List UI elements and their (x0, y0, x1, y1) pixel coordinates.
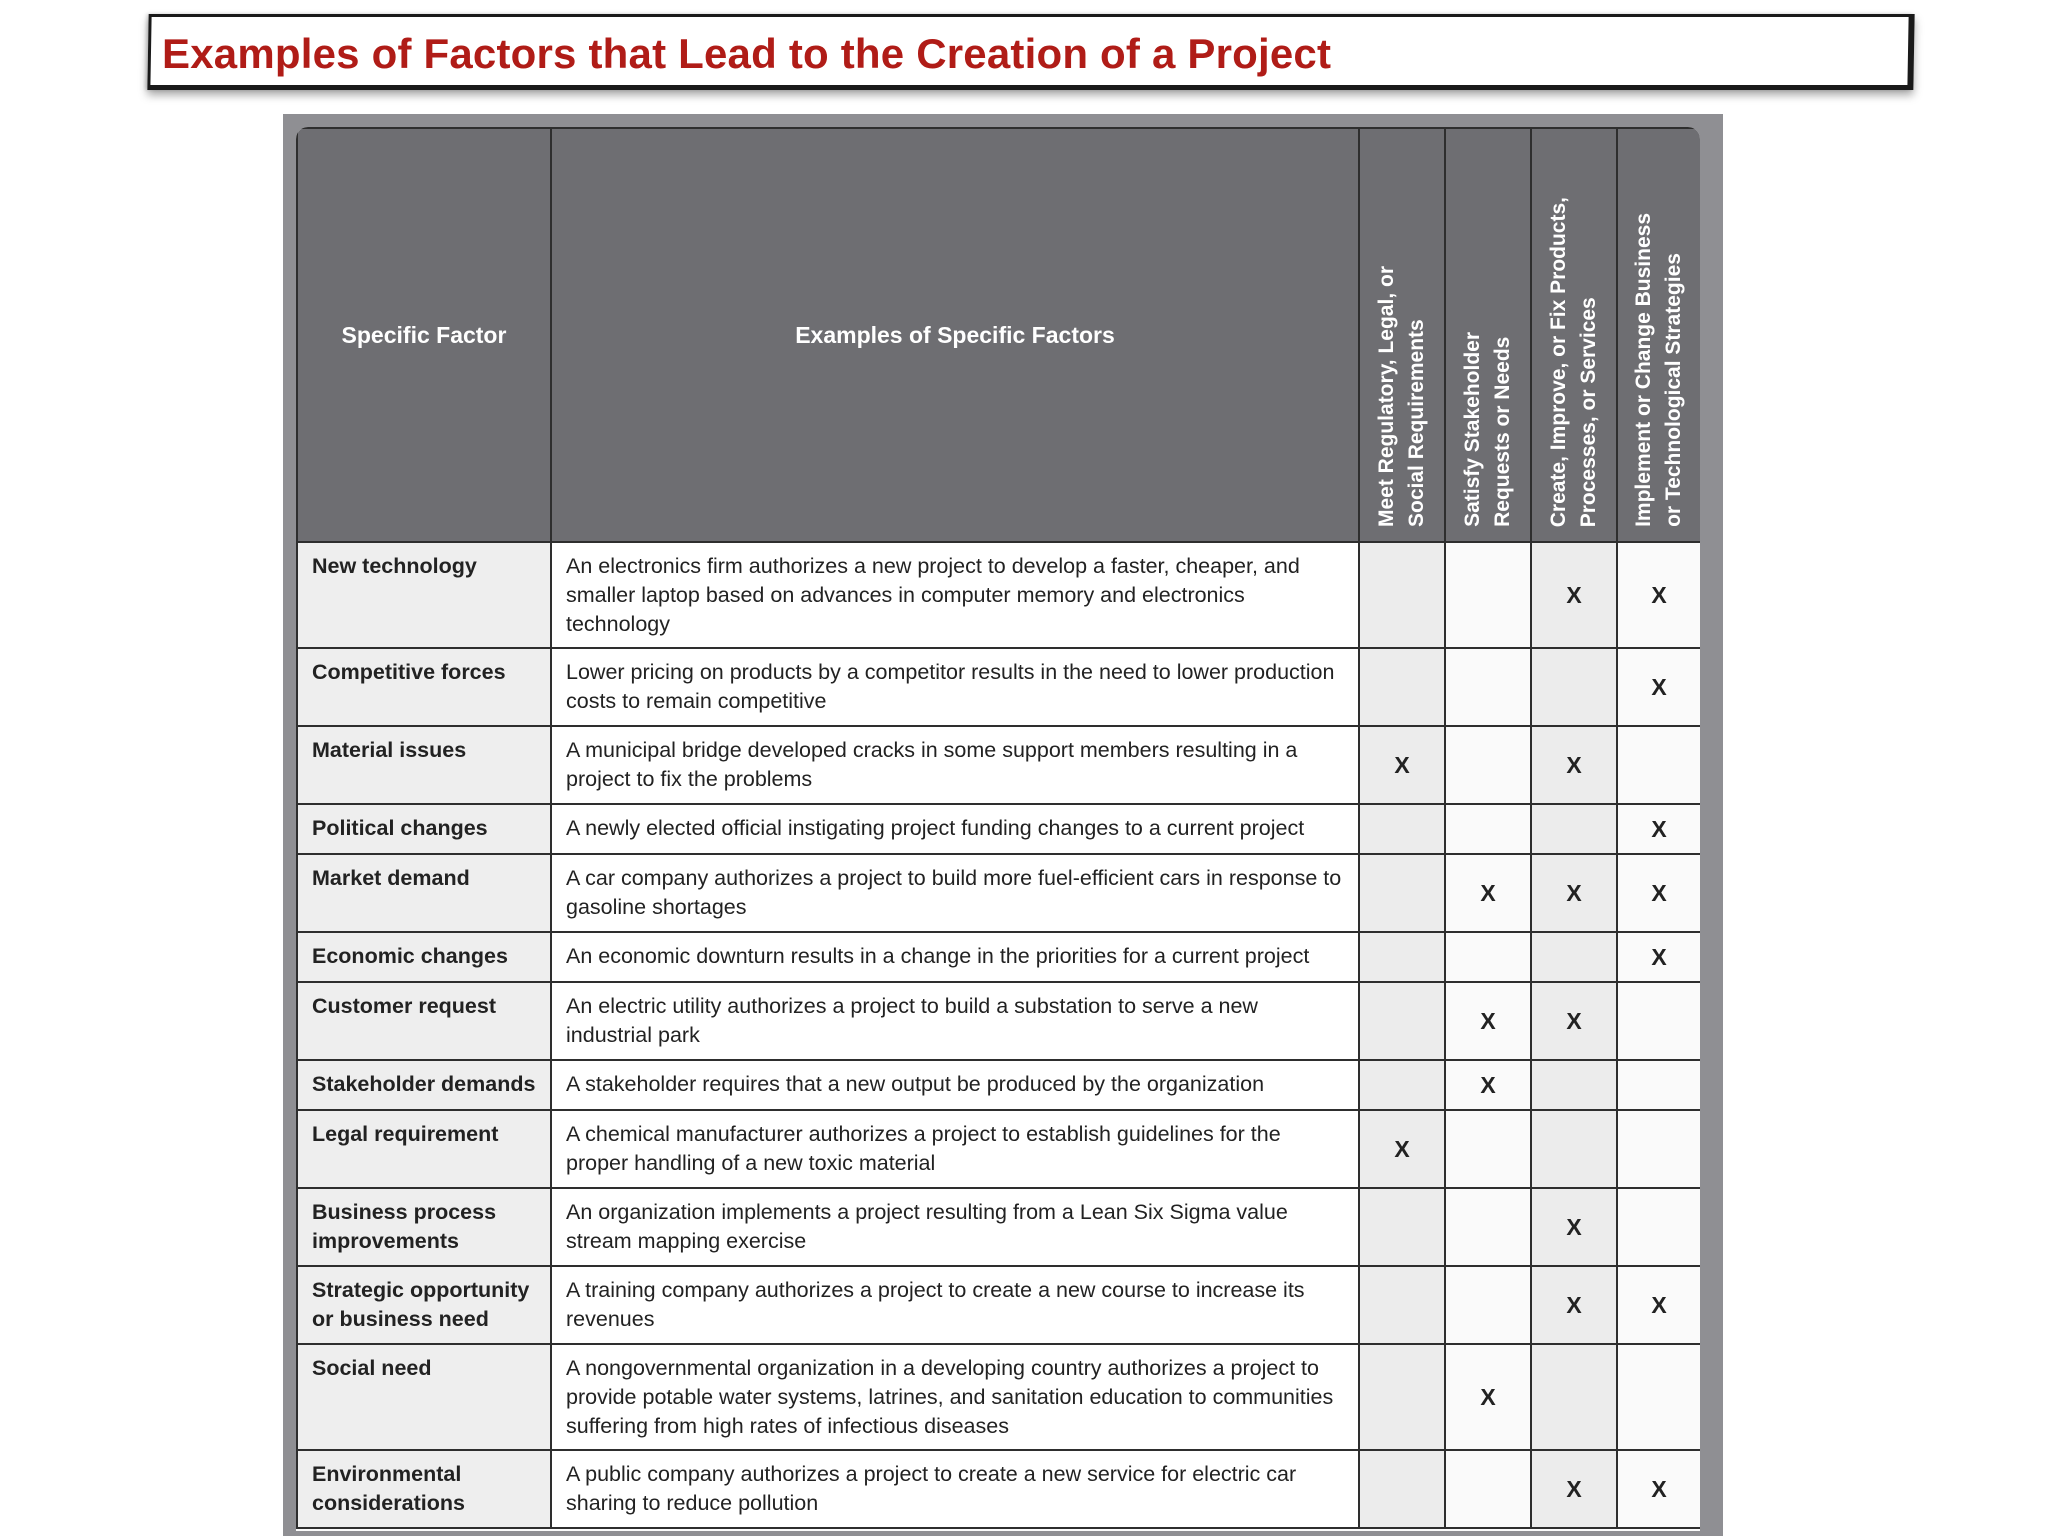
mark-cell-c4 (1617, 982, 1700, 1060)
mark-cell-c2 (1445, 726, 1531, 804)
mark-cell-c2 (1445, 932, 1531, 982)
factor-cell: Strategic opportunity or business need (297, 1266, 551, 1344)
header-examples: Examples of Specific Factors (551, 128, 1359, 542)
mark-cell-c1 (1359, 542, 1445, 648)
factor-cell: Social need (297, 1344, 551, 1450)
mark-cell-c4: X (1617, 932, 1700, 982)
mark-cell-c2 (1445, 1266, 1531, 1344)
mark-cell-c2 (1445, 542, 1531, 648)
header-regulatory-label: Meet Regulatory, Legal, or Social Requirements (1375, 266, 1428, 527)
factor-cell: Legal requirement (297, 1110, 551, 1188)
mark-cell-c1 (1359, 1450, 1445, 1528)
mark-cell-c4 (1617, 1060, 1700, 1110)
mark-cell-c2: X (1445, 982, 1531, 1060)
table-row (297, 1060, 1700, 1110)
mark-cell-c1 (1359, 1188, 1445, 1266)
example-cell: A car company authorizes a project to build more fuel-efficient cars in response to gasoline shortages (551, 854, 1359, 932)
factor-cell: Political changes (297, 804, 551, 854)
mark-cell-c3: X (1531, 1450, 1617, 1528)
factor-cell: Environmental considerations (297, 1450, 551, 1528)
factor-cell: Material issues (297, 726, 551, 804)
factor-cell: Customer request (297, 982, 551, 1060)
factors-table (296, 127, 1700, 1529)
mark-cell-c2 (1445, 804, 1531, 854)
mark-cell-c4: X (1617, 1450, 1700, 1528)
table-header-row (297, 128, 1700, 542)
mark-cell-c3 (1531, 932, 1617, 982)
slide-title: Examples of Factors that Lead to the Creation of a Project (162, 30, 1332, 77)
header-specific-factor: Specific Factor (297, 128, 551, 542)
mark-cell-c3: X (1531, 542, 1617, 648)
factor-cell: Market demand (297, 854, 551, 932)
example-cell: A municipal bridge developed cracks in some support members resulting in a project to fix the problems (551, 726, 1359, 804)
mark-cell-c3: X (1531, 1188, 1617, 1266)
mark-cell-c1 (1359, 1266, 1445, 1344)
header-products (1531, 128, 1617, 542)
table-row (297, 932, 1700, 982)
mark-cell-c2 (1445, 648, 1531, 726)
mark-cell-c2 (1445, 1188, 1531, 1266)
mark-cell-c1: X (1359, 1110, 1445, 1188)
table-row (297, 982, 1700, 1060)
mark-cell-c1 (1359, 648, 1445, 726)
mark-cell-c1 (1359, 932, 1445, 982)
mark-cell-c1 (1359, 804, 1445, 854)
mark-cell-c4: X (1617, 542, 1700, 648)
mark-cell-c4 (1617, 1110, 1700, 1188)
header-products-label: Create, Improve, or Fix Products, Processes, or Services (1547, 196, 1600, 527)
example-cell: A public company authorizes a project to create a new service for electric car sharing to reduce pollution (551, 1450, 1359, 1528)
mark-cell-c3 (1531, 648, 1617, 726)
example-cell: An electronics firm authorizes a new project to develop a faster, cheaper, and smaller laptop based on advances in computer memory and electronics technology (551, 542, 1359, 648)
header-regulatory (1359, 128, 1445, 542)
mark-cell-c1 (1359, 982, 1445, 1060)
table-row (297, 1450, 1700, 1528)
factors-table-container (296, 127, 1700, 1531)
factor-cell: Competitive forces (297, 648, 551, 726)
mark-cell-c1 (1359, 854, 1445, 932)
table-row (297, 1188, 1700, 1266)
mark-cell-c4: X (1617, 648, 1700, 726)
mark-cell-c3 (1531, 1344, 1617, 1450)
factor-cell: Business process improvements (297, 1188, 551, 1266)
mark-cell-c4: X (1617, 804, 1700, 854)
mark-cell-c3 (1531, 1060, 1617, 1110)
mark-cell-c3: X (1531, 726, 1617, 804)
example-cell: A chemical manufacturer authorizes a project to establish guidelines for the proper handling of a new toxic material (551, 1110, 1359, 1188)
mark-cell-c4: X (1617, 854, 1700, 932)
example-cell: A nongovernmental organization in a developing country authorizes a project to provide potable water systems, latrines, and sanitation education to communities suffering from high rates of infectious diseases (551, 1344, 1359, 1450)
factor-cell: Economic changes (297, 932, 551, 982)
header-strategies-label: Implement or Change Business or Technological Strategies (1632, 213, 1685, 527)
mark-cell-c2: X (1445, 1060, 1531, 1110)
header-strategies (1617, 128, 1700, 542)
mark-cell-c2: X (1445, 1344, 1531, 1450)
example-cell: A stakeholder requires that a new output be produced by the organization (551, 1060, 1359, 1110)
mark-cell-c2 (1445, 1450, 1531, 1528)
header-stakeholder-label: Satisfy Stakeholder Requests or Needs (1461, 332, 1514, 527)
example-cell: An economic downturn results in a change in the priorities for a current project (551, 932, 1359, 982)
example-cell: An electric utility authorizes a project to build a substation to serve a new industrial park (551, 982, 1359, 1060)
table-row (297, 854, 1700, 932)
table-row (297, 726, 1700, 804)
header-stakeholder (1445, 128, 1531, 542)
mark-cell-c2 (1445, 1110, 1531, 1188)
example-cell: Lower pricing on products by a competitor results in the need to lower production costs to remain competitive (551, 648, 1359, 726)
mark-cell-c1: X (1359, 726, 1445, 804)
table-row (297, 1110, 1700, 1188)
example-cell: An organization implements a project resulting from a Lean Six Sigma value stream mapping exercise (551, 1188, 1359, 1266)
example-cell: A newly elected official instigating project funding changes to a current project (551, 804, 1359, 854)
mark-cell-c1 (1359, 1060, 1445, 1110)
factor-cell: New technology (297, 542, 551, 648)
mark-cell-c3: X (1531, 854, 1617, 932)
table-row (297, 648, 1700, 726)
table-row (297, 1344, 1700, 1450)
mark-cell-c3: X (1531, 982, 1617, 1060)
example-cell: A training company authorizes a project to create a new course to increase its revenues (551, 1266, 1359, 1344)
mark-cell-c3 (1531, 804, 1617, 854)
mark-cell-c3: X (1531, 1266, 1617, 1344)
table-body (297, 542, 1700, 1528)
table-row (297, 542, 1700, 648)
table-row (297, 1266, 1700, 1344)
mark-cell-c1 (1359, 1344, 1445, 1450)
factor-cell: Stakeholder demands (297, 1060, 551, 1110)
mark-cell-c3 (1531, 1110, 1617, 1188)
mark-cell-c4: X (1617, 1266, 1700, 1344)
mark-cell-c2: X (1445, 854, 1531, 932)
mark-cell-c4 (1617, 1188, 1700, 1266)
table-row (297, 804, 1700, 854)
mark-cell-c4 (1617, 726, 1700, 804)
mark-cell-c4 (1617, 1344, 1700, 1450)
